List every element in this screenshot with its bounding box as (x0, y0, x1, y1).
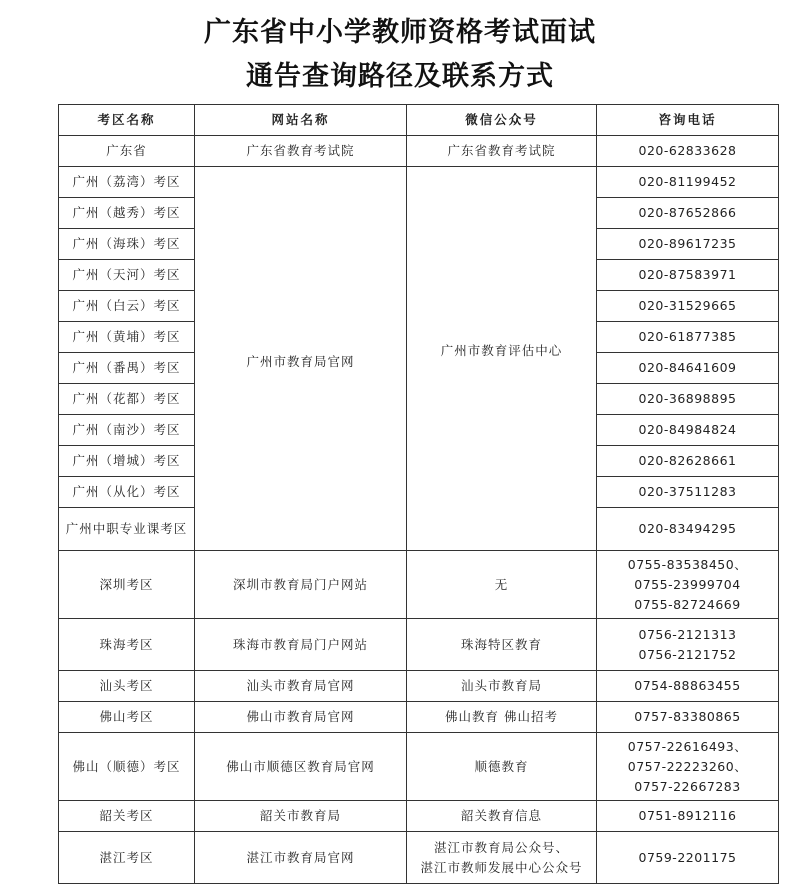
phone-line: 0757-22667283 (634, 778, 741, 794)
phone-cell: 0751-8912116 (597, 801, 779, 832)
wechat-cell: 顺德教育 (407, 733, 597, 801)
phone-cell: 0754-88863455 (597, 671, 779, 702)
phone-cell: 020-81199452 (597, 167, 779, 198)
phone-cell: 020-89617235 (597, 229, 779, 260)
wechat-cell: 珠海特区教育 (407, 619, 597, 671)
wechat-cell: 韶关教育信息 (407, 801, 597, 832)
phone-cell (597, 619, 779, 671)
website-cell: 汕头市教育局官网 (195, 671, 407, 702)
region-cell: 广州（白云）考区 (59, 291, 195, 322)
region-cell: 广州（海珠）考区 (59, 229, 195, 260)
region-cell: 湛江考区 (59, 832, 195, 884)
phone-line: 0756-2121313 (638, 626, 737, 642)
phone-cell: 020-82628661 (597, 446, 779, 477)
header-phone: 咨询电话 (597, 105, 779, 136)
phone-cell (597, 551, 779, 619)
region-cell: 广州（从化）考区 (59, 477, 195, 508)
table-row (59, 551, 779, 619)
region-cell: 汕头考区 (59, 671, 195, 702)
wechat-line: 湛江市教师发展中心公众号 (420, 859, 583, 875)
website-cell: 珠海市教育局门户网站 (195, 619, 407, 671)
wechat-cell: 无 (407, 551, 597, 619)
table-row (59, 702, 779, 733)
wechat-cell (407, 832, 597, 884)
region-cell: 广州（荔湾）考区 (59, 167, 195, 198)
region-cell: 广州（天河）考区 (59, 260, 195, 291)
region-cell: 广州（增城）考区 (59, 446, 195, 477)
table-row (59, 671, 779, 702)
region-cell: 广州中职专业课考区 (59, 508, 195, 551)
phone-cell: 020-84984824 (597, 415, 779, 446)
phone-cell: 020-37511283 (597, 477, 779, 508)
phone-cell: 020-62833628 (597, 136, 779, 167)
website-cell: 韶关市教育局 (195, 801, 407, 832)
region-cell: 广州（黄埔）考区 (59, 322, 195, 353)
phone-cell: 020-36898895 (597, 384, 779, 415)
region-cell: 韶关考区 (59, 801, 195, 832)
phone-cell: 020-87652866 (597, 198, 779, 229)
phone-cell: 020-84641609 (597, 353, 779, 384)
region-cell: 广州（番禺）考区 (59, 353, 195, 384)
phone-line: 0756-2121752 (638, 646, 737, 662)
page-title: 广东省中小学教师资格考试面试 (204, 17, 596, 48)
region-cell: 佛山（顺德）考区 (59, 733, 195, 801)
website-cell: 广东省教育考试院 (195, 136, 407, 167)
phone-line: 0755-82724669 (634, 596, 741, 612)
website-cell: 佛山市教育局官网 (195, 702, 407, 733)
region-cell: 广州（花都）考区 (59, 384, 195, 415)
wechat-cell: 汕头市教育局 (407, 671, 597, 702)
website-cell: 深圳市教育局门户网站 (195, 551, 407, 619)
table-row (59, 167, 779, 198)
phone-cell (597, 733, 779, 801)
phone-line: 0755-83538450、 (627, 556, 748, 572)
wechat-line: 湛江市教育局公众号、 (433, 839, 569, 855)
page-subtitle: 通告查询路径及联系方式 (246, 61, 554, 92)
header-wechat: 微信公众号 (407, 105, 597, 136)
region-cell: 广东省 (59, 136, 195, 167)
phone-line: 0755-23999704 (634, 576, 741, 592)
table-row (59, 832, 779, 884)
phone-cell: 020-83494295 (597, 508, 779, 551)
table-header-row (59, 105, 779, 136)
region-cell: 广州（越秀）考区 (59, 198, 195, 229)
phone-cell: 0757-83380865 (597, 702, 779, 733)
header-region: 考区名称 (59, 105, 195, 136)
phone-cell: 020-87583971 (597, 260, 779, 291)
table-row (59, 619, 779, 671)
phone-cell: 020-31529665 (597, 291, 779, 322)
table-row (59, 801, 779, 832)
contact-table (58, 104, 779, 884)
region-cell: 珠海考区 (59, 619, 195, 671)
wechat-cell: 广州市教育评估中心 (407, 167, 597, 551)
phone-cell: 020-61877385 (597, 322, 779, 353)
region-cell: 佛山考区 (59, 702, 195, 733)
website-cell: 佛山市顺德区教育局官网 (195, 733, 407, 801)
region-cell: 深圳考区 (59, 551, 195, 619)
website-cell: 湛江市教育局官网 (195, 832, 407, 884)
wechat-cell: 佛山教育 佛山招考 (407, 702, 597, 733)
table-row (59, 136, 779, 167)
header-website: 网站名称 (195, 105, 407, 136)
phone-line: 0757-22223260、 (627, 758, 748, 774)
phone-cell: 0759-2201175 (597, 832, 779, 884)
region-cell: 广州（南沙）考区 (59, 415, 195, 446)
wechat-cell: 广东省教育考试院 (407, 136, 597, 167)
phone-line: 0757-22616493、 (627, 738, 748, 754)
website-cell: 广州市教育局官网 (195, 167, 407, 551)
table-row (59, 733, 779, 801)
